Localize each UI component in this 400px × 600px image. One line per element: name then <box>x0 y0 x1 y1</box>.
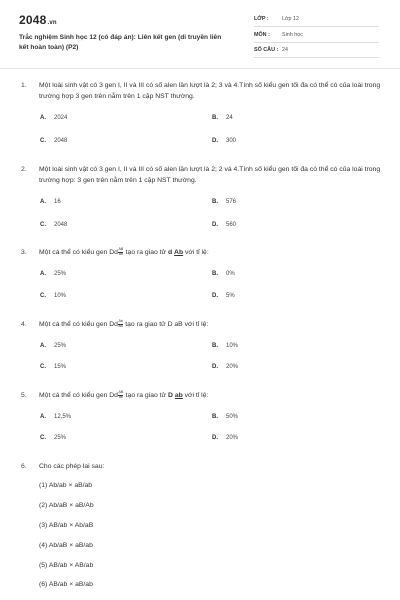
option-a[interactable] <box>40 271 66 277</box>
cross-item: (5) AB/ab × AB/ab <box>39 562 94 569</box>
question-number: 4. <box>21 321 27 328</box>
option-label: C. <box>40 222 46 228</box>
document-title: Trắc nghiệm Sinh học 12 (có đáp án): Liên kết gen (di truyền liên kết hoàn toàn) (P2) <box>19 34 222 51</box>
header-divider <box>0 68 400 69</box>
option-a[interactable] <box>40 199 61 205</box>
option-d[interactable] <box>212 435 238 441</box>
option-a[interactable] <box>40 343 66 349</box>
option-c[interactable] <box>40 138 67 144</box>
option-text: 2048 <box>54 138 68 144</box>
gamete-part: ab <box>174 392 183 399</box>
question-number: 6. <box>21 463 27 470</box>
option-text: 300 <box>226 138 237 144</box>
cross-item: (4) Ab/aB × aB/ab <box>39 542 93 549</box>
option-text: 24 <box>226 115 233 121</box>
question-number: 2. <box>21 166 27 173</box>
meta-key: SỐ CÂU : <box>254 47 279 53</box>
meta-row-count <box>254 44 379 58</box>
logo-main: 2048 <box>19 13 47 27</box>
option-text: 20% <box>226 435 239 441</box>
option-label: C. <box>40 435 46 441</box>
option-text: 5% <box>226 293 235 299</box>
option-label: D. <box>212 435 218 441</box>
option-text: 10% <box>54 293 67 299</box>
page-header <box>0 0 400 66</box>
stem-text: tạo ra giao tử <box>123 392 168 399</box>
option-label: A. <box>40 343 46 349</box>
option-text: 12,5% <box>54 414 72 420</box>
option-b[interactable] <box>212 271 235 277</box>
option-d[interactable] <box>212 138 236 144</box>
option-label: D. <box>212 293 218 299</box>
fraction-bottom: ab <box>118 394 123 399</box>
option-b[interactable] <box>212 343 238 349</box>
option-text: 20% <box>226 364 239 370</box>
cross-item: (1) Ab/ab × aB/ab <box>39 482 93 489</box>
option-label: B. <box>212 271 218 277</box>
meta-value: Lớp 12 <box>282 16 300 22</box>
option-c[interactable] <box>40 222 67 228</box>
cross-item: (6) AB/ab × aB/ab <box>39 581 93 588</box>
option-text: 15% <box>54 364 67 370</box>
option-text: 50% <box>226 414 239 420</box>
option-c[interactable] <box>40 435 66 441</box>
option-label: B. <box>212 199 218 205</box>
logo-suffix: .vn <box>47 20 57 26</box>
meta-key: LỚP : <box>254 16 269 22</box>
option-label: D. <box>212 138 218 144</box>
gamete-part: D <box>168 392 173 399</box>
site-logo[interactable] <box>19 13 57 27</box>
option-label: B. <box>212 343 218 349</box>
option-b[interactable] <box>212 115 233 121</box>
stem-text: tạo ra giao tử D aB với tỉ lệ: <box>123 321 209 328</box>
option-text: 25% <box>54 271 67 277</box>
option-text: 2048 <box>54 222 68 228</box>
option-label: B. <box>212 414 218 420</box>
option-text: 25% <box>54 343 67 349</box>
stem-text: Một cá thể có kiểu gen Dd <box>39 392 118 399</box>
option-a[interactable] <box>40 414 71 420</box>
fraction-bottom: ab <box>118 251 123 256</box>
question-stem: Một loài sinh vật có 3 gen I, II và III có số alen lần lượt là 2; 3 và 4.Tính số kiểu gen tối đa có thể có của loài trong trường hợp 3 gen trên nằm trên 1 cặp NST thường. <box>39 82 381 100</box>
question-stem <box>39 247 384 258</box>
stem-text: tạo ra giao tử <box>123 249 168 256</box>
cross-item: (2) Ab/aB × aB/Ab <box>39 502 94 509</box>
option-text: 560 <box>226 222 237 228</box>
option-text: 2024 <box>54 115 68 121</box>
option-label: D. <box>212 364 218 370</box>
option-c[interactable] <box>40 364 66 370</box>
question-stem: Một loài sinh vật có 3 gen I, II và III có số alen lần lượt là 2; 2 và 4.Tính số kiểu gen tối đa có thể có của loài trong trường hợp: 3 gen trên nằm trên 1 cặp NST thường. <box>39 166 381 184</box>
meta-value: Sinh học <box>282 32 303 38</box>
genotype-fraction <box>118 391 123 400</box>
option-label: A. <box>40 414 46 420</box>
fraction-top: AB <box>118 389 124 394</box>
option-d[interactable] <box>212 222 236 228</box>
question-number: 1. <box>21 82 27 89</box>
option-a[interactable] <box>40 115 67 121</box>
meta-row-class <box>254 13 379 27</box>
question-stem <box>39 390 384 401</box>
option-label: C. <box>40 364 46 370</box>
stem-text: với tỉ lệ: <box>182 392 209 399</box>
option-label: D. <box>212 222 218 228</box>
fraction-top: Ab <box>118 318 123 323</box>
question-stem: Cho các phép lai sau: <box>39 463 105 470</box>
option-label: B. <box>212 115 218 121</box>
option-text: 16 <box>54 199 61 205</box>
cross-item: (3) AB/ab × Ab/aB <box>39 522 94 529</box>
meta-row-subject <box>254 29 379 43</box>
stem-text: với tỉ lệ: <box>183 249 209 256</box>
option-label: C. <box>40 293 46 299</box>
question-stem <box>39 319 384 330</box>
option-text: 576 <box>226 199 237 205</box>
option-b[interactable] <box>212 414 238 420</box>
genotype-fraction <box>118 248 123 257</box>
gamete-part: d <box>168 249 173 256</box>
option-text: 0% <box>226 271 235 277</box>
option-c[interactable] <box>40 293 66 299</box>
option-d[interactable] <box>212 293 235 299</box>
option-label: A. <box>40 271 46 277</box>
option-text: 25% <box>54 435 67 441</box>
option-label: A. <box>40 115 46 121</box>
stem-text: Một cá thể có kiểu gen Dd <box>39 321 118 328</box>
fraction-bottom: aB <box>118 323 123 328</box>
question-number: 3. <box>21 249 27 256</box>
question-number: 5. <box>21 392 27 399</box>
option-text: 10% <box>226 343 239 349</box>
meta-key: MÔN : <box>254 32 270 38</box>
meta-value: 24 <box>282 47 288 53</box>
stem-text: Một cá thể có kiểu gen Dd <box>39 249 118 256</box>
option-label: A. <box>40 199 46 205</box>
option-label: C. <box>40 138 46 144</box>
gamete-part: Ab <box>174 249 184 256</box>
option-d[interactable] <box>212 364 238 370</box>
option-b[interactable] <box>212 199 236 205</box>
fraction-top: AB <box>118 246 124 251</box>
